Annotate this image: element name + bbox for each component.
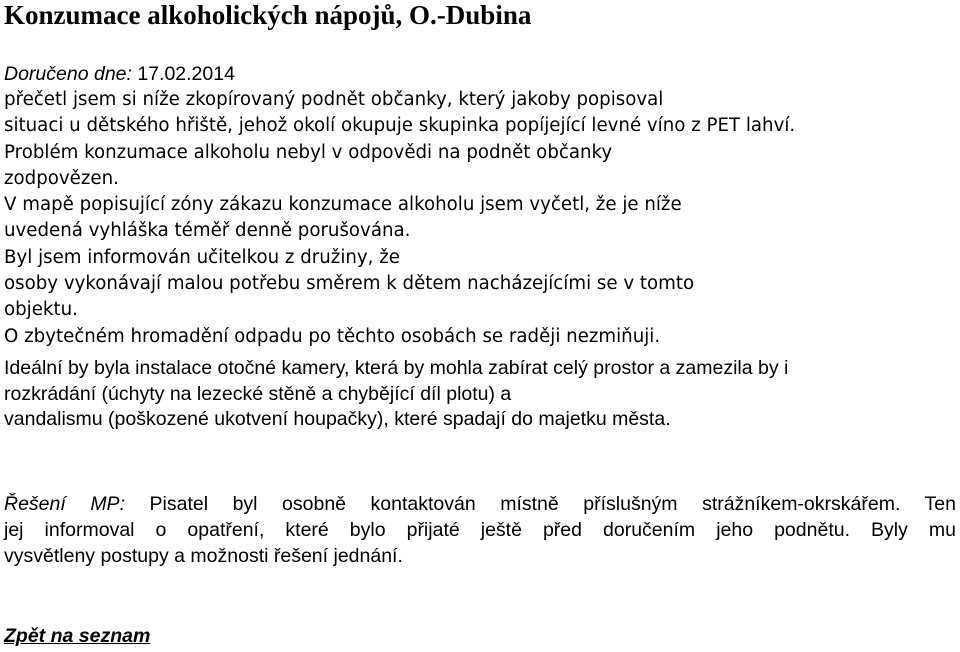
text-line: zodpovězen. xyxy=(4,167,119,189)
complaint-text xyxy=(4,87,795,350)
delivery-date-value: 17.02.2014 xyxy=(137,63,235,85)
solution-line: vysvětleny postupy a možnosti řešení jednání. xyxy=(4,545,403,567)
text-line: osoby vykonávají malou potřebu směrem k dětem nacházejícími se v tomto xyxy=(4,273,695,295)
text-line: rozkrádání (úchyty na lezecké stěně a chybějící díl plotu) a xyxy=(4,382,512,405)
delivery-date-label: Doručeno dne: xyxy=(4,63,132,85)
solution-line xyxy=(4,491,956,517)
text-line: situaci u dětského hřiště, jehož okolí okupuje skupinka popíjející levné víno z PET lahví. xyxy=(4,115,796,137)
solution-label: Řešení MP: xyxy=(4,493,125,515)
solution-line: jej informoval o opatření, které bylo přijaté ještě před doručením jeho podnětu. Byly mu xyxy=(4,519,956,541)
page-title: Konzumace alkoholických nápojů, O.-Dubina xyxy=(4,0,532,30)
text-line: uvedená vyhláška téměř denně porušována. xyxy=(4,220,411,242)
text-line: O zbytečném hromadění odpadu po těchto osobách se raději nezmiňuji. xyxy=(4,325,661,347)
solution-section xyxy=(4,491,956,569)
camera-suggestion-text xyxy=(4,356,788,433)
text-line: přečetl jsem si níže zkopírovaný podnět občanky, který jakoby popisoval xyxy=(4,89,664,110)
text-line: Byl jsem informován učitelkou z družiny, že xyxy=(4,246,400,268)
text-line: vandalismu (poškozené ukotvení houpačky), které spadají do majetku města. xyxy=(4,408,671,430)
solution-text: Pisatel byl osobně kontaktován místně příslušným strážníkem-okrskářem. Ten xyxy=(149,493,956,515)
back-to-list-link[interactable]: Zpět na seznam xyxy=(4,625,151,647)
text-line: V mapě popisující zóny zákazu konzumace alkoholu jsem vyčetl, že je níže xyxy=(4,194,682,216)
text-line: Ideální by byla instalace otočné kamery, která by mohla zabírat celý prostor a zamezila by i xyxy=(4,357,789,379)
delivery-date-line xyxy=(4,61,235,87)
text-line: objektu. xyxy=(4,299,78,321)
text-line: Problém konzumace alkoholu nebyl v odpovědi na podnět občanky xyxy=(4,141,613,163)
